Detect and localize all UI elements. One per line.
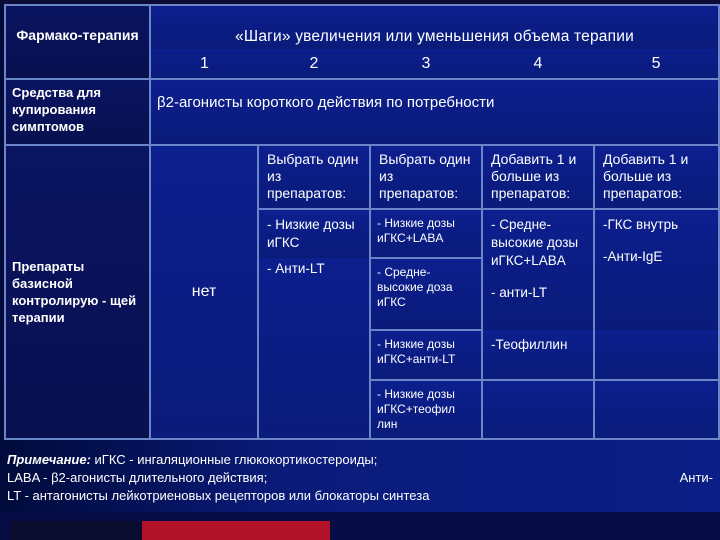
basic-row-label (5, 145, 150, 439)
step-4-empty (482, 380, 594, 439)
step-5-option-group (594, 209, 719, 330)
step-4-header: 4 (482, 49, 594, 79)
step-4-option-2: - анти-LT (491, 285, 548, 300)
step-3-option-1: - Низкие дозы иГКС+LABA (370, 209, 482, 258)
footnote-line-2: LABA - β2-агонисты длительного действия; (7, 470, 268, 485)
step-4-choose: Добавить 1 и больше из препаратов: (482, 145, 594, 209)
step-5-header: 5 (594, 49, 719, 79)
step-2-choose: Выбрать один из препаратов: (258, 145, 370, 209)
header-corner-text: Фармако-терапия (16, 27, 139, 43)
bottom-dark-bar (10, 521, 142, 540)
step-2-option-2: - Анти-LT (258, 258, 370, 439)
step-3-option-4: - Низкие дозы иГКС+теофил лин (370, 380, 482, 439)
footnote-line-2-right: Анти- (679, 470, 713, 485)
footnote-label: Примечание: (7, 452, 91, 467)
step-5-empty-bottom (594, 380, 719, 439)
step-3-option-2: - Средне-высокие доза иГКС (370, 258, 482, 330)
step-4-option-1: - Средне-высокие дозы иГКС+LABA (491, 217, 579, 268)
footnote-line-1 (7, 451, 713, 469)
step-3-option-3: - Низкие дозы иГКС+анти-LT (370, 330, 482, 380)
footnote-line-1-text: иГКС - ингаляционные глюкокортикостероиды; (90, 452, 378, 467)
header-corner (5, 5, 150, 79)
footnote (7, 451, 713, 505)
step-3-choose: Выбрать один из препаратов: (370, 145, 482, 209)
step-5-empty (594, 330, 719, 380)
step-5-option-1: -ГКС внутрь (603, 217, 679, 232)
header-title (150, 5, 719, 49)
symptom-row-label: Средства для купирования симптомов (5, 79, 150, 145)
step-1-none: нет (150, 145, 258, 439)
therapy-steps-table (4, 4, 720, 440)
step-3-header: 3 (370, 49, 482, 79)
step-2-header: 2 (258, 49, 370, 79)
step-5-option-2: -Анти-IgE (603, 249, 663, 264)
footnote-line-3: LT - антагонисты лейкотриеновых рецепторов или блокаторы синтеза (7, 488, 430, 503)
step-4-option-group (482, 209, 594, 330)
step-2-option-1: - Низкие дозы иГКС (258, 209, 370, 258)
bottom-red-bar (142, 521, 330, 540)
symptom-row-value: β2-агонисты короткого действия по потребности (150, 79, 719, 145)
basic-row-label-text: Препараты базисной контролирую - щей терапии (12, 259, 137, 325)
step-4-option-3: -Теофиллин (482, 330, 594, 380)
step-5-choose: Добавить 1 и больше из препаратов: (594, 145, 719, 209)
step-1-header: 1 (150, 49, 258, 79)
header-title-text: «Шаги» увеличения или уменьшения объема терапии (235, 28, 634, 45)
